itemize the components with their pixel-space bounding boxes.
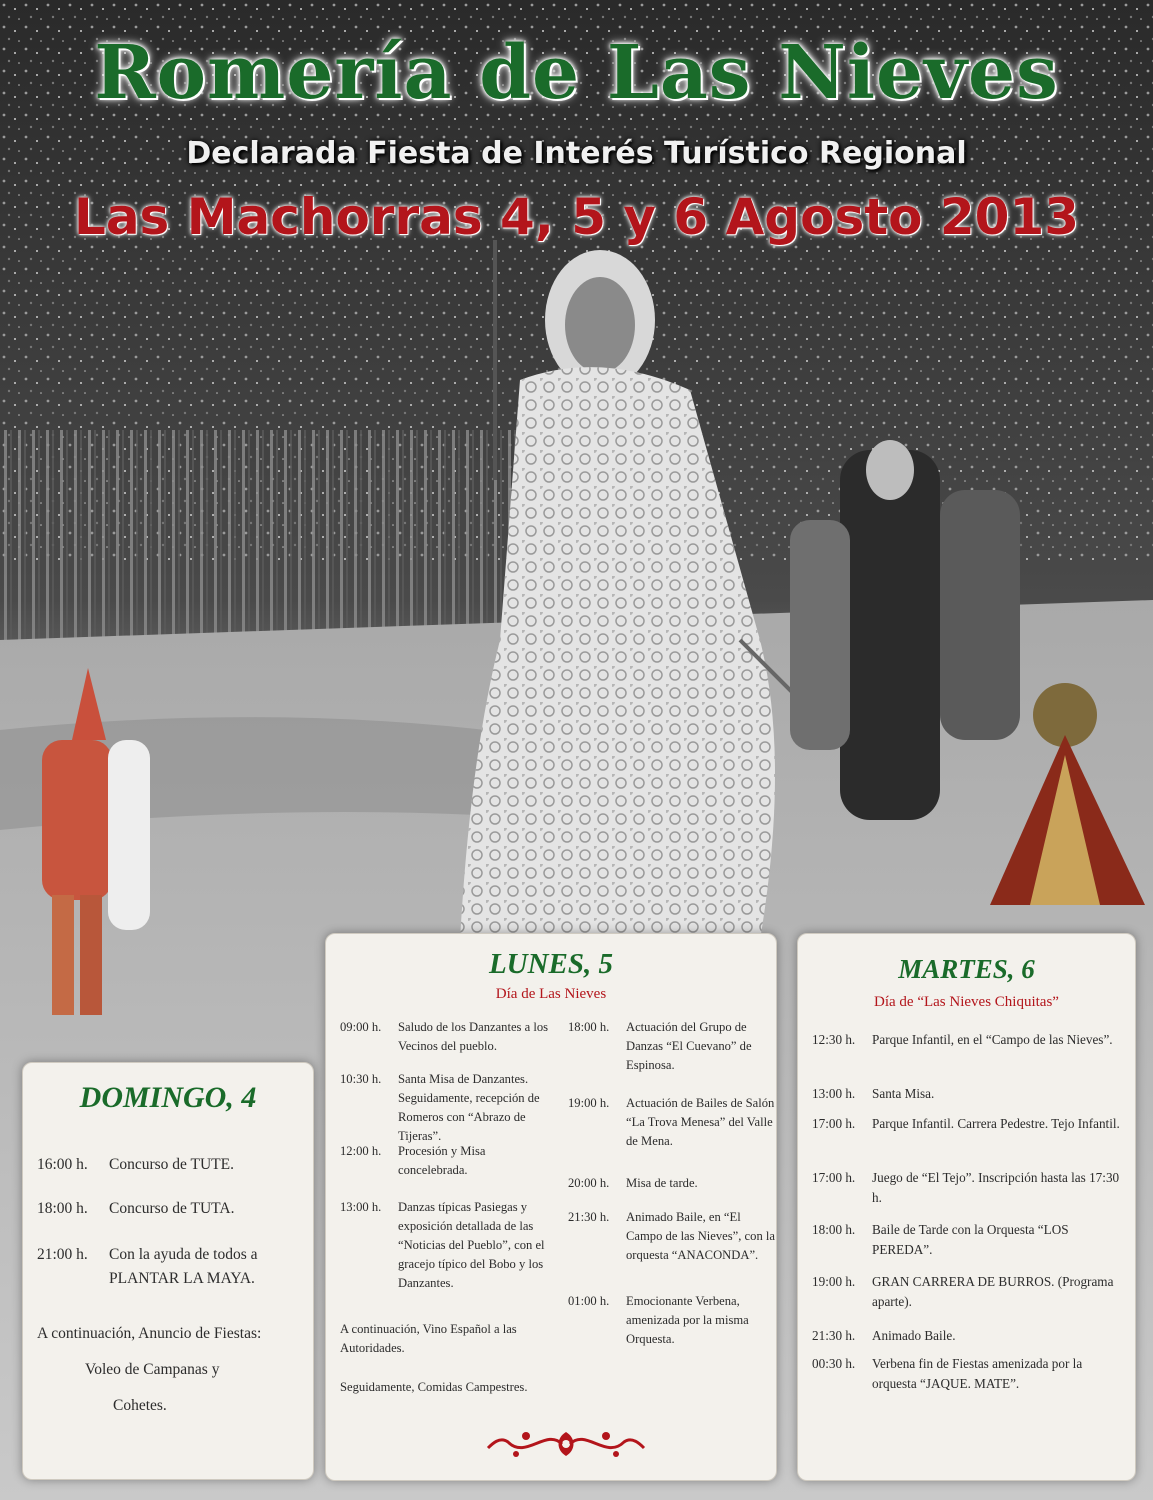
event-time: 13:00 h. (340, 1200, 382, 1214)
domingo-event (37, 1197, 307, 1227)
event-desc: Misa de tarde. (626, 1176, 698, 1190)
event-time: 00:30 h. (812, 1356, 856, 1371)
event-desc: Parque Infantil. Carrera Pedestre. Tejo Infantil. (872, 1116, 1120, 1131)
event-desc: Actuación del Grupo de Danzas “El Cuevano” de Espinosa. (626, 1020, 752, 1072)
location-dates: Las Machorras 4, 5 y 6 Agosto 2013 (73, 188, 1080, 246)
domingo-note-line: Cohetes. (113, 1397, 167, 1414)
lunes-note: A continuación, Vino Español a las Autoridades. (340, 1322, 517, 1355)
event-time: 21:30 h. (812, 1328, 856, 1343)
event-desc: GRAN CARRERA DE BURROS. (Programa aparte). (872, 1274, 1114, 1309)
poster-title: Romería de Las Nieves (94, 30, 1059, 116)
event-time: 21:00 h. (37, 1246, 88, 1263)
event-time: 13:00 h. (812, 1086, 856, 1101)
event-desc: Animado Baile, en “El Campo de las Nieves”, con la orquesta “ANACONDA”. (626, 1210, 775, 1262)
event-desc: Procesión y Misa concelebrada. (398, 1144, 486, 1177)
event-desc: Actuación de Bailes de Salón “La Trova Menesa” del Valle de Mena. (626, 1096, 775, 1148)
event-time: 21:30 h. (568, 1210, 610, 1224)
domingo-panel (22, 1062, 314, 1480)
event-desc: Emocionante Verbena, amenizada por la misma Orquesta. (626, 1294, 749, 1346)
domingo-note-line: Voleo de Campanas y (85, 1361, 220, 1378)
domingo-note-line: A continuación, Anuncio de Fiestas: (37, 1325, 262, 1342)
domingo-day-title: DOMINGO, 4 (79, 1081, 257, 1114)
event-desc: Danzas típicas Pasiegas y exposición detallada de las “Noticias del Pueblo”, con el gracejo típico del Bobo y los Danzantes. (398, 1200, 545, 1290)
event-desc: Baile de Tarde con la Orquesta “LOS PEREDA”. (872, 1222, 1069, 1257)
lunes-subtitle: Día de Las Nieves (495, 986, 607, 1002)
event-time: 20:00 h. (568, 1176, 610, 1190)
event-desc: Santa Misa. (872, 1086, 935, 1101)
event-time: 18:00 h. (812, 1222, 856, 1237)
event-desc: Saludo de los Danzantes a los Vecinos del pueblo. (398, 1020, 549, 1053)
martes-panel (797, 933, 1136, 1481)
poster-subtitle: Declarada Fiesta de Interés Turístico Regional (186, 136, 967, 171)
event-desc: Santa Misa de Danzantes. Seguidamente, recepción de Romeros con “Abrazo de Tijeras”. (398, 1072, 540, 1143)
event-desc: Concurso de TUTE. (109, 1156, 234, 1173)
event-time: 10:30 h. (340, 1072, 382, 1086)
event-time: 12:00 h. (340, 1144, 382, 1158)
event-desc: Con la ayuda de todos a PLANTAR LA MAYA. (109, 1246, 258, 1287)
event-desc: Parque Infantil, en el “Campo de las Nieves”. (872, 1032, 1113, 1047)
event-time: 09:00 h. (340, 1020, 382, 1034)
martes-subtitle: Día de “Las Nieves Chiquitas” (874, 994, 1059, 1010)
lunes-note: Seguidamente, Comidas Campestres. (340, 1380, 528, 1394)
domingo-event (37, 1243, 307, 1299)
event-time: 01:00 h. (568, 1294, 610, 1308)
lunes-panel (325, 933, 777, 1481)
event-desc: Verbena fin de Fiestas amenizada por la orquesta “JAQUE. MATE”. (872, 1356, 1083, 1391)
event-desc: Juego de “El Tejo”. Inscripción hasta las 17:30 h. (872, 1170, 1120, 1205)
event-time: 17:00 h. (812, 1170, 856, 1185)
event-time: 18:00 h. (37, 1200, 88, 1217)
event-time: 17:00 h. (812, 1116, 856, 1131)
martes-day-title: MARTES, 6 (898, 954, 1035, 984)
event-time: 18:00 h. (568, 1020, 610, 1034)
lunes-day-title: LUNES, 5 (488, 948, 614, 980)
event-time: 16:00 h. (37, 1156, 88, 1173)
event-desc: Concurso de TUTA. (109, 1200, 235, 1217)
domingo-event (37, 1153, 307, 1183)
event-time: 19:00 h. (568, 1096, 610, 1110)
event-time: 19:00 h. (812, 1274, 856, 1289)
event-desc: Animado Baile. (872, 1328, 956, 1343)
event-time: 12:30 h. (812, 1032, 856, 1047)
floral-ornament-icon (486, 1424, 646, 1464)
